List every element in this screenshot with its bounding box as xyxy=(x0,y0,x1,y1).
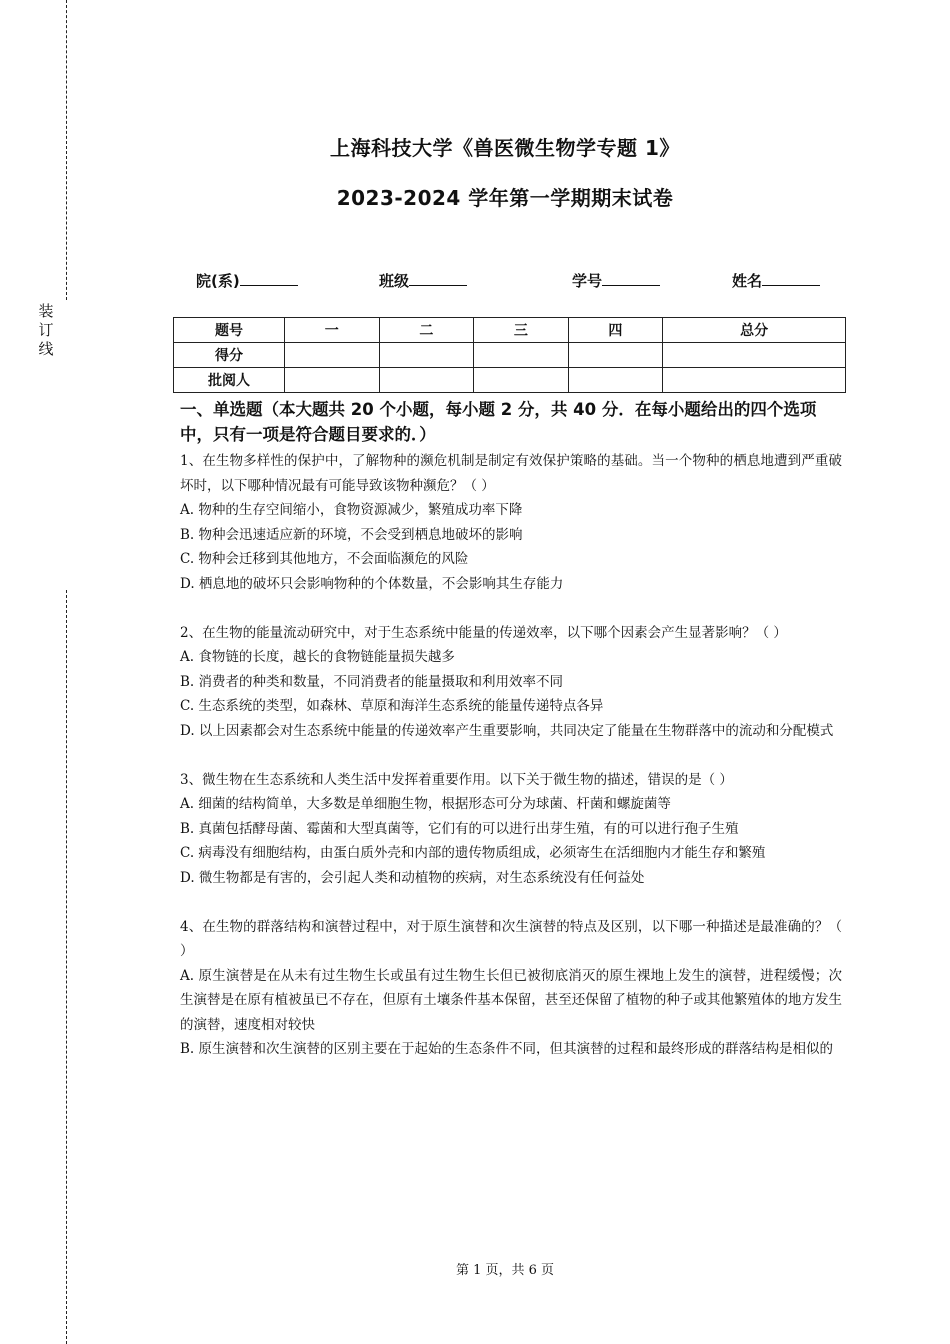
option-a: A. 原生演替是在从未有过生物生长或虽有过生物生长但已被彻底消灭的原生裸地上发生的演替，进程缓慢；次生演替是在原有植被虽已不存在，但原有土壤条件基本保留，甚至还保留了植物的种子或其他繁殖体的地方发生的演替，速度相对较快 xyxy=(180,967,842,1033)
class-field xyxy=(379,270,467,291)
exam-content xyxy=(180,397,842,1086)
score-table-header-cell: 题号 xyxy=(174,318,285,343)
dept-label: 院(系) xyxy=(196,272,240,290)
score-table-row xyxy=(174,343,846,368)
option-b: B. 消费者的种类和数量，不同消费者的能量摄取和利用效率不同 xyxy=(180,673,564,690)
dept-field xyxy=(196,270,298,291)
student-id-blank[interactable] xyxy=(602,271,660,286)
reviewer-cell[interactable] xyxy=(663,368,846,393)
score-cell[interactable] xyxy=(285,343,380,368)
question-1 xyxy=(180,449,842,597)
option-a: A. 食物链的长度，越长的食物链能量损失越多 xyxy=(180,649,455,666)
exam-subtitle: 2023-2024 学年第一学期期末试卷 xyxy=(336,186,674,210)
exam-title: 上海科技大学《兽医微生物学专题 1》 xyxy=(330,136,680,160)
question-stem: 4、在生物的群落结构和演替过程中，对于原生演替和次生演替的特点及区别，以下哪一种描述是最准确的？（ ） xyxy=(180,918,842,960)
class-label: 班级 xyxy=(379,272,410,290)
score-table-header-cell: 三 xyxy=(474,318,569,343)
reviewer-cell[interactable] xyxy=(568,368,663,393)
binding-label xyxy=(36,302,56,359)
option-a: A. 细菌的结构简单，大多数是单细胞生物，根据形态可分为球菌、杆菌和螺旋菌等 xyxy=(180,796,671,813)
question-stem: 2、在生物的能量流动研究中，对于生态系统中能量的传递效率，以下哪个因素会产生显著影响？（ ） xyxy=(180,624,787,641)
option-d: D. 栖息地的破坏只会影响物种的个体数量，不会影响其生存能力 xyxy=(180,575,564,592)
name-blank[interactable] xyxy=(762,271,820,286)
score-table-header-cell: 二 xyxy=(379,318,474,343)
reviewer-cell[interactable] xyxy=(379,368,474,393)
binding-char: 线 xyxy=(38,340,54,358)
score-cell[interactable] xyxy=(379,343,474,368)
score-table-header-row xyxy=(174,318,846,343)
option-b: B. 物种会迅速适应新的环境，不会受到栖息地破坏的影响 xyxy=(180,526,523,543)
option-a: A. 物种的生存空间缩小，食物资源减少，繁殖成功率下降 xyxy=(180,502,523,519)
score-table xyxy=(173,317,846,393)
score-row-label: 得分 xyxy=(174,343,285,368)
student-id-label: 学号 xyxy=(572,272,603,290)
question-stem: 1、在生物多样性的保护中，了解物种的濒危机制是制定有效保护策略的基础。当一个物种的栖息地遭到严重破坏时，以下哪种情况最有可能导致该物种濒危？（ ） xyxy=(180,453,842,494)
score-table-header-cell: 四 xyxy=(568,318,663,343)
score-cell[interactable] xyxy=(663,343,846,368)
name-label: 姓名 xyxy=(732,272,763,290)
question-2 xyxy=(180,621,842,744)
section-heading: 一、单选题（本大题共 20 个小题，每小题 2 分，共 40 分．在每小题给出的四个选项中，只有一项是符合题目要求的．） xyxy=(180,400,817,444)
dept-blank[interactable] xyxy=(240,271,298,286)
option-c: C. 生态系统的类型，如森林、草原和海洋生态系统的能量传递特点各异 xyxy=(180,698,604,715)
question-stem: 3、微生物在生态系统和人类生活中发挥着重要作用。以下关于微生物的描述，错误的是（ ） xyxy=(180,771,733,788)
score-table-header-cell: 一 xyxy=(285,318,380,343)
score-table-header-cell: 总分 xyxy=(663,318,846,343)
score-cell[interactable] xyxy=(568,343,663,368)
question-4 xyxy=(180,915,842,1063)
score-cell[interactable] xyxy=(474,343,569,368)
option-b: B. 原生演替和次生演替的区别主要在于起始的生态条件不同，但其演替的过程和最终形成的群落结构是相似的 xyxy=(180,1041,834,1058)
class-blank[interactable] xyxy=(409,271,467,286)
option-d: D. 微生物都是有害的，会引起人类和动植物的疾病，对生态系统没有任何益处 xyxy=(180,869,645,886)
binding-char: 装 xyxy=(38,302,54,320)
page-number: 第 1 页，共 6 页 xyxy=(455,1263,555,1278)
option-c: C. 物种会迁移到其他地方，不会面临濒危的风险 xyxy=(180,551,469,568)
reviewer-cell[interactable] xyxy=(285,368,380,393)
option-b: B. 真菌包括酵母菌、霉菌和大型真菌等，它们有的可以进行出芽生殖，有的可以进行孢子生殖 xyxy=(180,820,739,837)
score-table-row xyxy=(174,368,846,393)
question-3 xyxy=(180,768,842,891)
reviewer-row-label: 批阅人 xyxy=(174,368,285,393)
name-field xyxy=(732,270,820,291)
option-d: D. 以上因素都会对生态系统中能量的传递效率产生重要影响，共同决定了能量在生物群落中的流动和分配模式 xyxy=(180,722,834,739)
binding-dashed-line-bottom xyxy=(66,590,67,1344)
reviewer-cell[interactable] xyxy=(474,368,569,393)
student-id-field xyxy=(572,270,660,291)
option-c: C. 病毒没有细胞结构，由蛋白质外壳和内部的遗传物质组成，必须寄生在活细胞内才能生存和繁殖 xyxy=(180,845,766,862)
binding-char: 订 xyxy=(38,321,54,339)
